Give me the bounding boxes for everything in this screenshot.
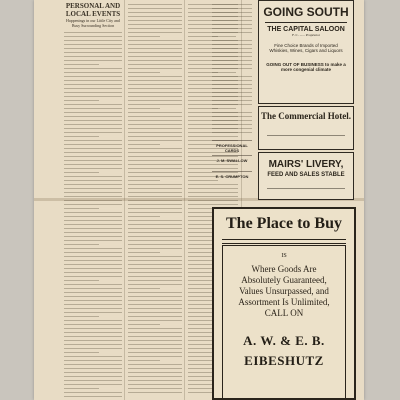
- text-line: [128, 300, 182, 301]
- text-line: [128, 356, 182, 357]
- text-line: [64, 44, 122, 45]
- text-line: [128, 236, 182, 237]
- text-line: [128, 252, 160, 253]
- text-line: [128, 172, 182, 173]
- text-line: [64, 392, 122, 393]
- text-line: [64, 76, 122, 77]
- text-line: [64, 48, 122, 49]
- text-line: [128, 320, 182, 321]
- text-line: [128, 60, 182, 61]
- text-line: [128, 136, 182, 137]
- text-line: [64, 128, 122, 129]
- saloon-closing: GOING OUT OF BUSINESS to make a more congenial climate: [266, 61, 346, 72]
- text-line: [128, 132, 182, 133]
- text-line: [64, 292, 122, 293]
- text-line: [128, 344, 182, 345]
- text-line: [128, 64, 182, 65]
- text-line: [128, 40, 182, 41]
- text-line: [64, 100, 99, 101]
- text-line: [128, 200, 182, 201]
- saloon-body: Fine Choice Brands of Imported Whiskies, Wines, Cigars and Liquors: [269, 42, 343, 53]
- text-line: [64, 324, 122, 325]
- text-line: [128, 360, 160, 361]
- text-line: [64, 220, 122, 221]
- text-line: [64, 64, 99, 65]
- text-line: [64, 192, 122, 193]
- text-line: [64, 244, 99, 245]
- text-line: [64, 288, 122, 289]
- card-swallow: J. M. SWALLOW: [212, 155, 252, 171]
- text-line: [128, 12, 182, 13]
- text-line: [64, 36, 122, 37]
- text-line: [128, 156, 182, 157]
- text-line: [128, 316, 182, 317]
- text-line: [128, 84, 182, 85]
- text-line: [64, 256, 122, 257]
- text-line: [212, 44, 252, 45]
- text-line: [128, 276, 182, 277]
- text-line: [64, 388, 99, 389]
- text-line: [128, 104, 182, 105]
- professional-cards: [212, 140, 252, 195]
- text-line: [212, 64, 252, 65]
- text-line: [128, 80, 182, 81]
- text-line: [64, 144, 122, 145]
- text-line: [128, 44, 182, 45]
- text-line: [128, 4, 182, 5]
- text-line: [64, 160, 122, 161]
- text-line: [128, 240, 182, 241]
- text-line: [128, 152, 182, 153]
- text-line: [128, 376, 182, 377]
- column-rule: [124, 0, 125, 400]
- text-line: [212, 120, 252, 121]
- text-line: [128, 204, 182, 205]
- text-line: [128, 36, 160, 37]
- text-line: [128, 100, 182, 101]
- ad-going-south: [258, 0, 354, 104]
- text-line: [212, 76, 252, 77]
- text-line: [212, 20, 252, 21]
- text-line: [212, 88, 252, 89]
- text-line: [64, 124, 122, 125]
- text-line: [64, 88, 122, 89]
- livery-tagline: FEED AND SALES STABLE: [267, 172, 345, 178]
- text-line: [128, 164, 182, 165]
- text-line: [128, 184, 182, 185]
- text-line: [64, 280, 99, 281]
- text-line: [128, 272, 182, 273]
- text-line: [64, 168, 122, 169]
- text-line: [64, 60, 122, 61]
- text-line: [212, 96, 252, 97]
- news-column-2: [128, 0, 182, 400]
- text-line: [128, 160, 182, 161]
- saloon-name: THE CAPITAL SALOON: [267, 26, 345, 33]
- text-line: [128, 76, 182, 77]
- text-line: [212, 104, 252, 105]
- text-line: [128, 208, 182, 209]
- text-line: [64, 348, 122, 349]
- text-line: [64, 384, 122, 385]
- text-line: [64, 116, 122, 117]
- text-line: [128, 364, 182, 365]
- text-line: [212, 100, 252, 101]
- text-line: [188, 200, 238, 201]
- text-line: [64, 204, 122, 205]
- text-line: [128, 32, 182, 33]
- text-line: [64, 164, 122, 165]
- text-line: [212, 16, 252, 17]
- text-line: [64, 376, 122, 377]
- text-line: [128, 340, 182, 341]
- text-line: [128, 24, 182, 25]
- text-line: [64, 344, 122, 345]
- text-line: [128, 308, 182, 309]
- text-line: [128, 28, 182, 29]
- news-column-1: [64, 0, 122, 400]
- text-line: [64, 228, 122, 229]
- text-line: [212, 124, 252, 125]
- text-line: [128, 232, 182, 233]
- text-line: [128, 220, 182, 221]
- text-line: [128, 176, 182, 177]
- text-line: [128, 8, 182, 9]
- text-line: [128, 264, 182, 265]
- text-line: [128, 128, 182, 129]
- column-rule: [184, 0, 185, 400]
- text-line: [128, 292, 182, 293]
- text-line: [128, 388, 182, 389]
- text-line: [64, 108, 122, 109]
- text-line: [64, 396, 122, 397]
- text-line: [128, 88, 182, 89]
- text-line: [64, 148, 122, 149]
- text-line: [128, 284, 182, 285]
- text-line: [128, 52, 182, 53]
- text-line: [128, 384, 182, 385]
- text-line: [64, 96, 122, 97]
- cards-heading: PROFESSIONAL CARDS: [212, 140, 252, 155]
- text-line: [64, 156, 122, 157]
- text-line: [212, 60, 252, 61]
- text-line: [212, 116, 252, 117]
- text-line: [128, 352, 182, 353]
- text-line: [128, 140, 182, 141]
- text-line: [128, 280, 182, 281]
- text-line: [64, 152, 122, 153]
- text-line: [64, 284, 122, 285]
- text-line: [64, 328, 122, 329]
- text-line: [64, 172, 99, 173]
- text-line: [128, 124, 182, 125]
- text-line: [64, 304, 122, 305]
- text-line: [212, 128, 252, 129]
- text-line: [64, 32, 122, 33]
- text-line: [212, 32, 252, 33]
- text-line: [64, 364, 122, 365]
- text-line: [64, 368, 122, 369]
- text-line: [64, 372, 122, 373]
- text-line: [64, 184, 122, 185]
- text-line: [212, 24, 252, 25]
- text-line: [64, 208, 99, 209]
- text-line: [64, 196, 122, 197]
- text-line: [212, 36, 236, 37]
- ad-inner-frame: [222, 245, 346, 398]
- news-column-4: [212, 0, 252, 138]
- text-line: [212, 80, 252, 81]
- text-line: [212, 132, 252, 133]
- text-line: [64, 300, 122, 301]
- text-line: [64, 272, 122, 273]
- text-line: [128, 216, 160, 217]
- text-line: [64, 232, 122, 233]
- text-line: [128, 288, 160, 289]
- text-line: [64, 56, 122, 57]
- text-line: [128, 16, 182, 17]
- text-line: [64, 212, 122, 213]
- text-line: [128, 68, 182, 69]
- text-line: [64, 180, 122, 181]
- text-line: [128, 196, 182, 197]
- text-line: [64, 240, 122, 241]
- text-line: [212, 40, 252, 41]
- livery-name: MAIRS' LIVERY,: [268, 159, 344, 170]
- text-line: [128, 368, 182, 369]
- text-line: [128, 72, 160, 73]
- text-line: [128, 180, 160, 181]
- text-line: [64, 276, 122, 277]
- text-line: [64, 40, 122, 41]
- text-line: [128, 244, 182, 245]
- text-line: [128, 296, 182, 297]
- text-line: [128, 380, 182, 381]
- text-line: [212, 68, 252, 69]
- text-line: [64, 380, 122, 381]
- text-line: [128, 336, 182, 337]
- text-line: [64, 80, 122, 81]
- text-line: [128, 48, 182, 49]
- text-line: [128, 168, 182, 169]
- text-line: [64, 52, 122, 53]
- text-line: [212, 84, 252, 85]
- text-line: [64, 72, 122, 73]
- text-line: [188, 204, 238, 205]
- hotel-name: The Commercial Hotel.: [260, 111, 352, 121]
- text-line: [64, 320, 122, 321]
- text-line: [64, 120, 122, 121]
- text-line: [64, 140, 122, 141]
- text-line: [128, 56, 182, 57]
- text-line: [128, 20, 182, 21]
- text-line: [128, 188, 182, 189]
- text-line: [128, 328, 182, 329]
- text-line: [128, 96, 182, 97]
- text-line: [128, 256, 182, 257]
- text-line: [128, 148, 182, 149]
- ad-is: IS: [278, 253, 289, 259]
- text-line: [128, 324, 160, 325]
- text-line: [64, 340, 122, 341]
- column-heading: PERSONAL AND LOCAL EVENTS: [65, 2, 121, 18]
- text-line: [64, 360, 122, 361]
- firm-initials: A. W. & E. B.: [243, 333, 325, 348]
- text-line: [64, 224, 122, 225]
- text-line: [128, 120, 182, 121]
- text-line: [64, 104, 122, 105]
- firm-name: EIBESHUTZ: [244, 353, 324, 368]
- text-line: [64, 84, 122, 85]
- text-line: [64, 92, 122, 93]
- text-line: [188, 196, 238, 197]
- text-line: [64, 308, 122, 309]
- text-line: [128, 108, 160, 109]
- text-line: [128, 116, 182, 117]
- text-line: [128, 112, 182, 113]
- ad-commercial-hotel: [258, 106, 354, 150]
- text-line: [128, 228, 182, 229]
- text-line: [212, 92, 252, 93]
- text-line: [212, 112, 252, 113]
- text-line: [64, 352, 99, 353]
- text-line: [212, 108, 236, 109]
- text-line: [64, 132, 122, 133]
- text-line: [64, 188, 122, 189]
- text-line: [64, 312, 122, 313]
- text-line: [212, 4, 252, 5]
- card-crumpton: E. S. CRUMPTON: [212, 171, 252, 195]
- ad-title: The Place to Buy: [226, 215, 342, 232]
- ad-place-to-buy: [212, 207, 356, 400]
- text-line: [64, 264, 122, 265]
- text-line: [128, 348, 182, 349]
- text-line: [64, 248, 122, 249]
- text-line: [128, 312, 182, 313]
- text-line: [212, 56, 252, 57]
- text-line: [128, 304, 182, 305]
- text-line: [64, 296, 122, 297]
- text-line: [212, 72, 236, 73]
- text-line: [64, 216, 122, 217]
- text-line: [64, 268, 122, 269]
- text-line: [128, 372, 182, 373]
- ad-rule: [222, 239, 346, 244]
- text-line: [64, 356, 122, 357]
- text-line: [128, 268, 182, 269]
- text-line: [64, 336, 122, 337]
- text-line: [128, 144, 160, 145]
- saloon-proprietor: F. C. ...... Proprietor: [292, 33, 320, 37]
- text-line: [128, 212, 182, 213]
- column-subheading: Happenings in our Little City and Busy Surrounding Section: [66, 18, 120, 28]
- text-line: [128, 92, 182, 93]
- text-line: [128, 392, 182, 393]
- text-line: [64, 260, 122, 261]
- text-line: [64, 200, 122, 201]
- text-line: [64, 252, 122, 253]
- ad-body: Where Goods Are Absolutely Guaranteed, Values Unsurpassed, and Assortment Is Unlimited, CALL ON: [238, 264, 330, 318]
- text-line: [64, 112, 122, 113]
- text-line: [64, 68, 122, 69]
- text-line: [212, 8, 252, 9]
- ad-headline: GOING SOUTH: [263, 5, 349, 19]
- text-line: [212, 48, 252, 49]
- text-line: [128, 332, 182, 333]
- text-line: [128, 260, 182, 261]
- text-line: [212, 12, 252, 13]
- text-line: [212, 28, 252, 29]
- text-line: [128, 192, 182, 193]
- text-line: [64, 236, 122, 237]
- text-line: [64, 316, 99, 317]
- ad-mairs-livery: [258, 152, 354, 200]
- text-line: [128, 224, 182, 225]
- text-line: [64, 176, 122, 177]
- text-line: [128, 248, 182, 249]
- text-line: [64, 136, 99, 137]
- text-line: [64, 332, 122, 333]
- text-line: [212, 52, 252, 53]
